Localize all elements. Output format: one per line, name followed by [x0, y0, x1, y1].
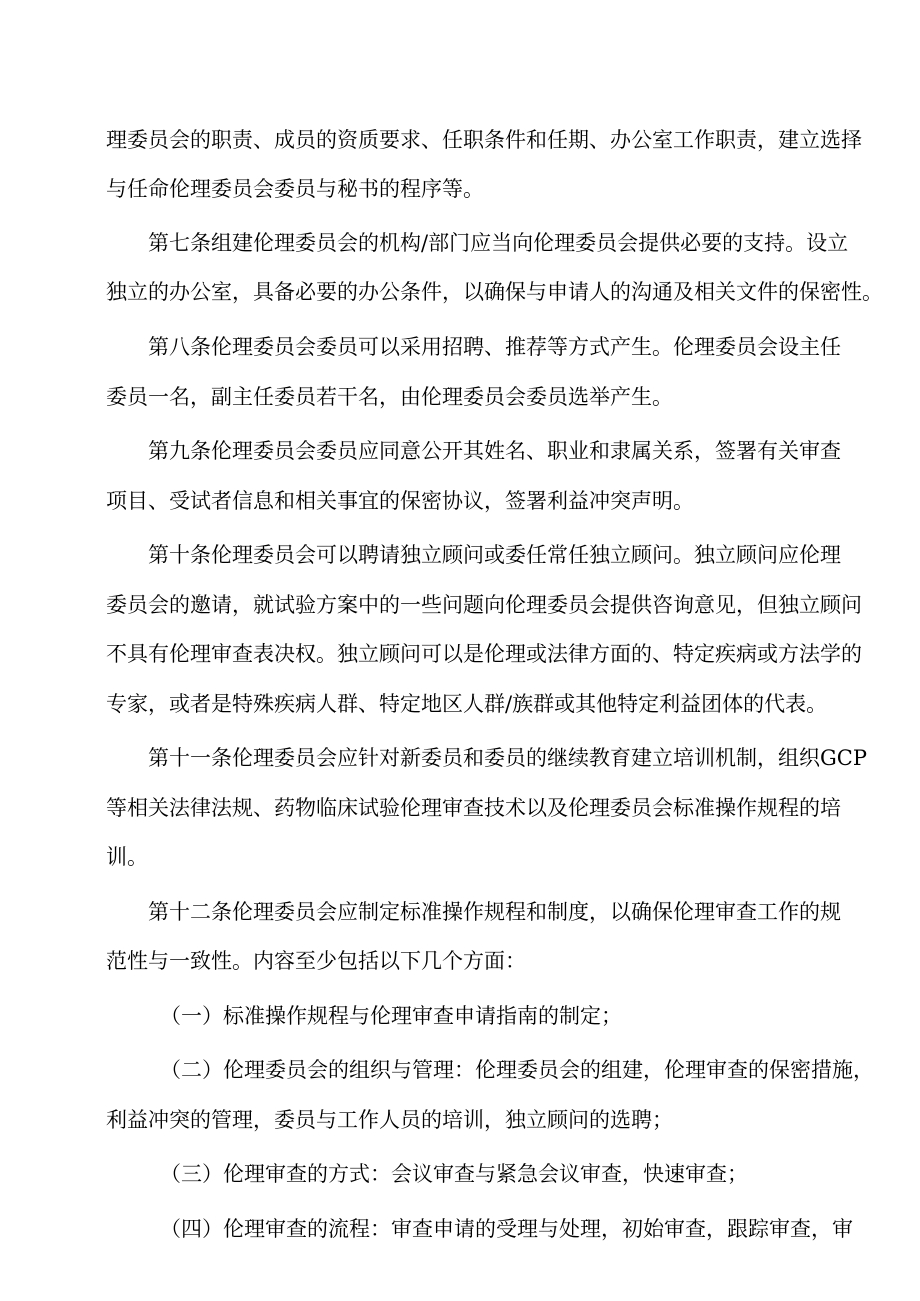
- text-line: 第十二条伦理委员会应制定标准操作规程和制度，以确保伦理审查工作的规: [148, 900, 841, 924]
- text-line: 专家，或者是特殊疾病人群、特定地区人群/族群或其他特定利益团体的代表。: [106, 692, 828, 716]
- text-line: 第九条伦理委员会委员应同意公开其姓名、职业和隶属关系，签署有关审查: [148, 439, 841, 463]
- text-line: 利益冲突的管理，委员与工作人员的培训，独立顾问的选聘；: [106, 1108, 673, 1132]
- text-line: 不具有伦理审查表决权。独立顾问可以是伦理或法律方面的、特定疾病或方法学的: [106, 642, 862, 666]
- text-line: （三）伦理审查的方式：会议审查与紧急会议审查，快速审查；: [160, 1162, 748, 1186]
- text-line: 项目、受试者信息和相关事宜的保密协议，签署利益冲突声明。: [106, 489, 694, 513]
- text-line: 第八条伦理委员会委员可以采用招聘、推荐等方式产生。伦理委员会设主任: [148, 335, 841, 359]
- text-line: 范性与一致性。内容至少包括以下几个方面：: [106, 949, 526, 973]
- text-line: 独立的办公室，具备必要的办公条件，以确保与申请人的沟通及相关文件的保密性。: [106, 280, 883, 304]
- text-line: 理委员会的职责、成员的资质要求、任职条件和任期、办公室工作职责，建立选择: [106, 128, 862, 152]
- text-line: 第十条伦理委员会可以聘请独立顾问或委任常任独立顾问。独立顾问应伦理: [148, 543, 841, 567]
- text-line: （四）伦理审查的流程：审查申请的受理与处理，初始审查，跟踪审查，审: [160, 1217, 853, 1241]
- text-line: 委员一名，副主任委员若干名，由伦理委员会委员选举产生。: [106, 385, 673, 409]
- text-line: （二）伦理委员会的组织与管理：伦理委员会的组建，伦理审查的保密措施，: [160, 1058, 874, 1082]
- text-line: 第十一条伦理委员会应针对新委员和委员的继续教育建立培训机制，组织GCP: [148, 746, 867, 770]
- text-line: （一）标准操作规程与伦理审查申请指南的制定；: [160, 1004, 622, 1028]
- text-line: 第七条组建伦理委员会的机构/部门应当向伦理委员会提供必要的支持。设立: [148, 231, 849, 255]
- text-line: 等相关法律法规、药物临床试验伦理审查技术以及伦理委员会标准操作规程的培: [106, 796, 841, 820]
- text-line: 委员会的邀请，就试验方案中的一些问题向伦理委员会提供咨询意见，但独立顾问: [106, 593, 862, 617]
- text-line: 训。: [106, 845, 148, 869]
- text-line: 与任命伦理委员会委员与秘书的程序等。: [106, 177, 484, 201]
